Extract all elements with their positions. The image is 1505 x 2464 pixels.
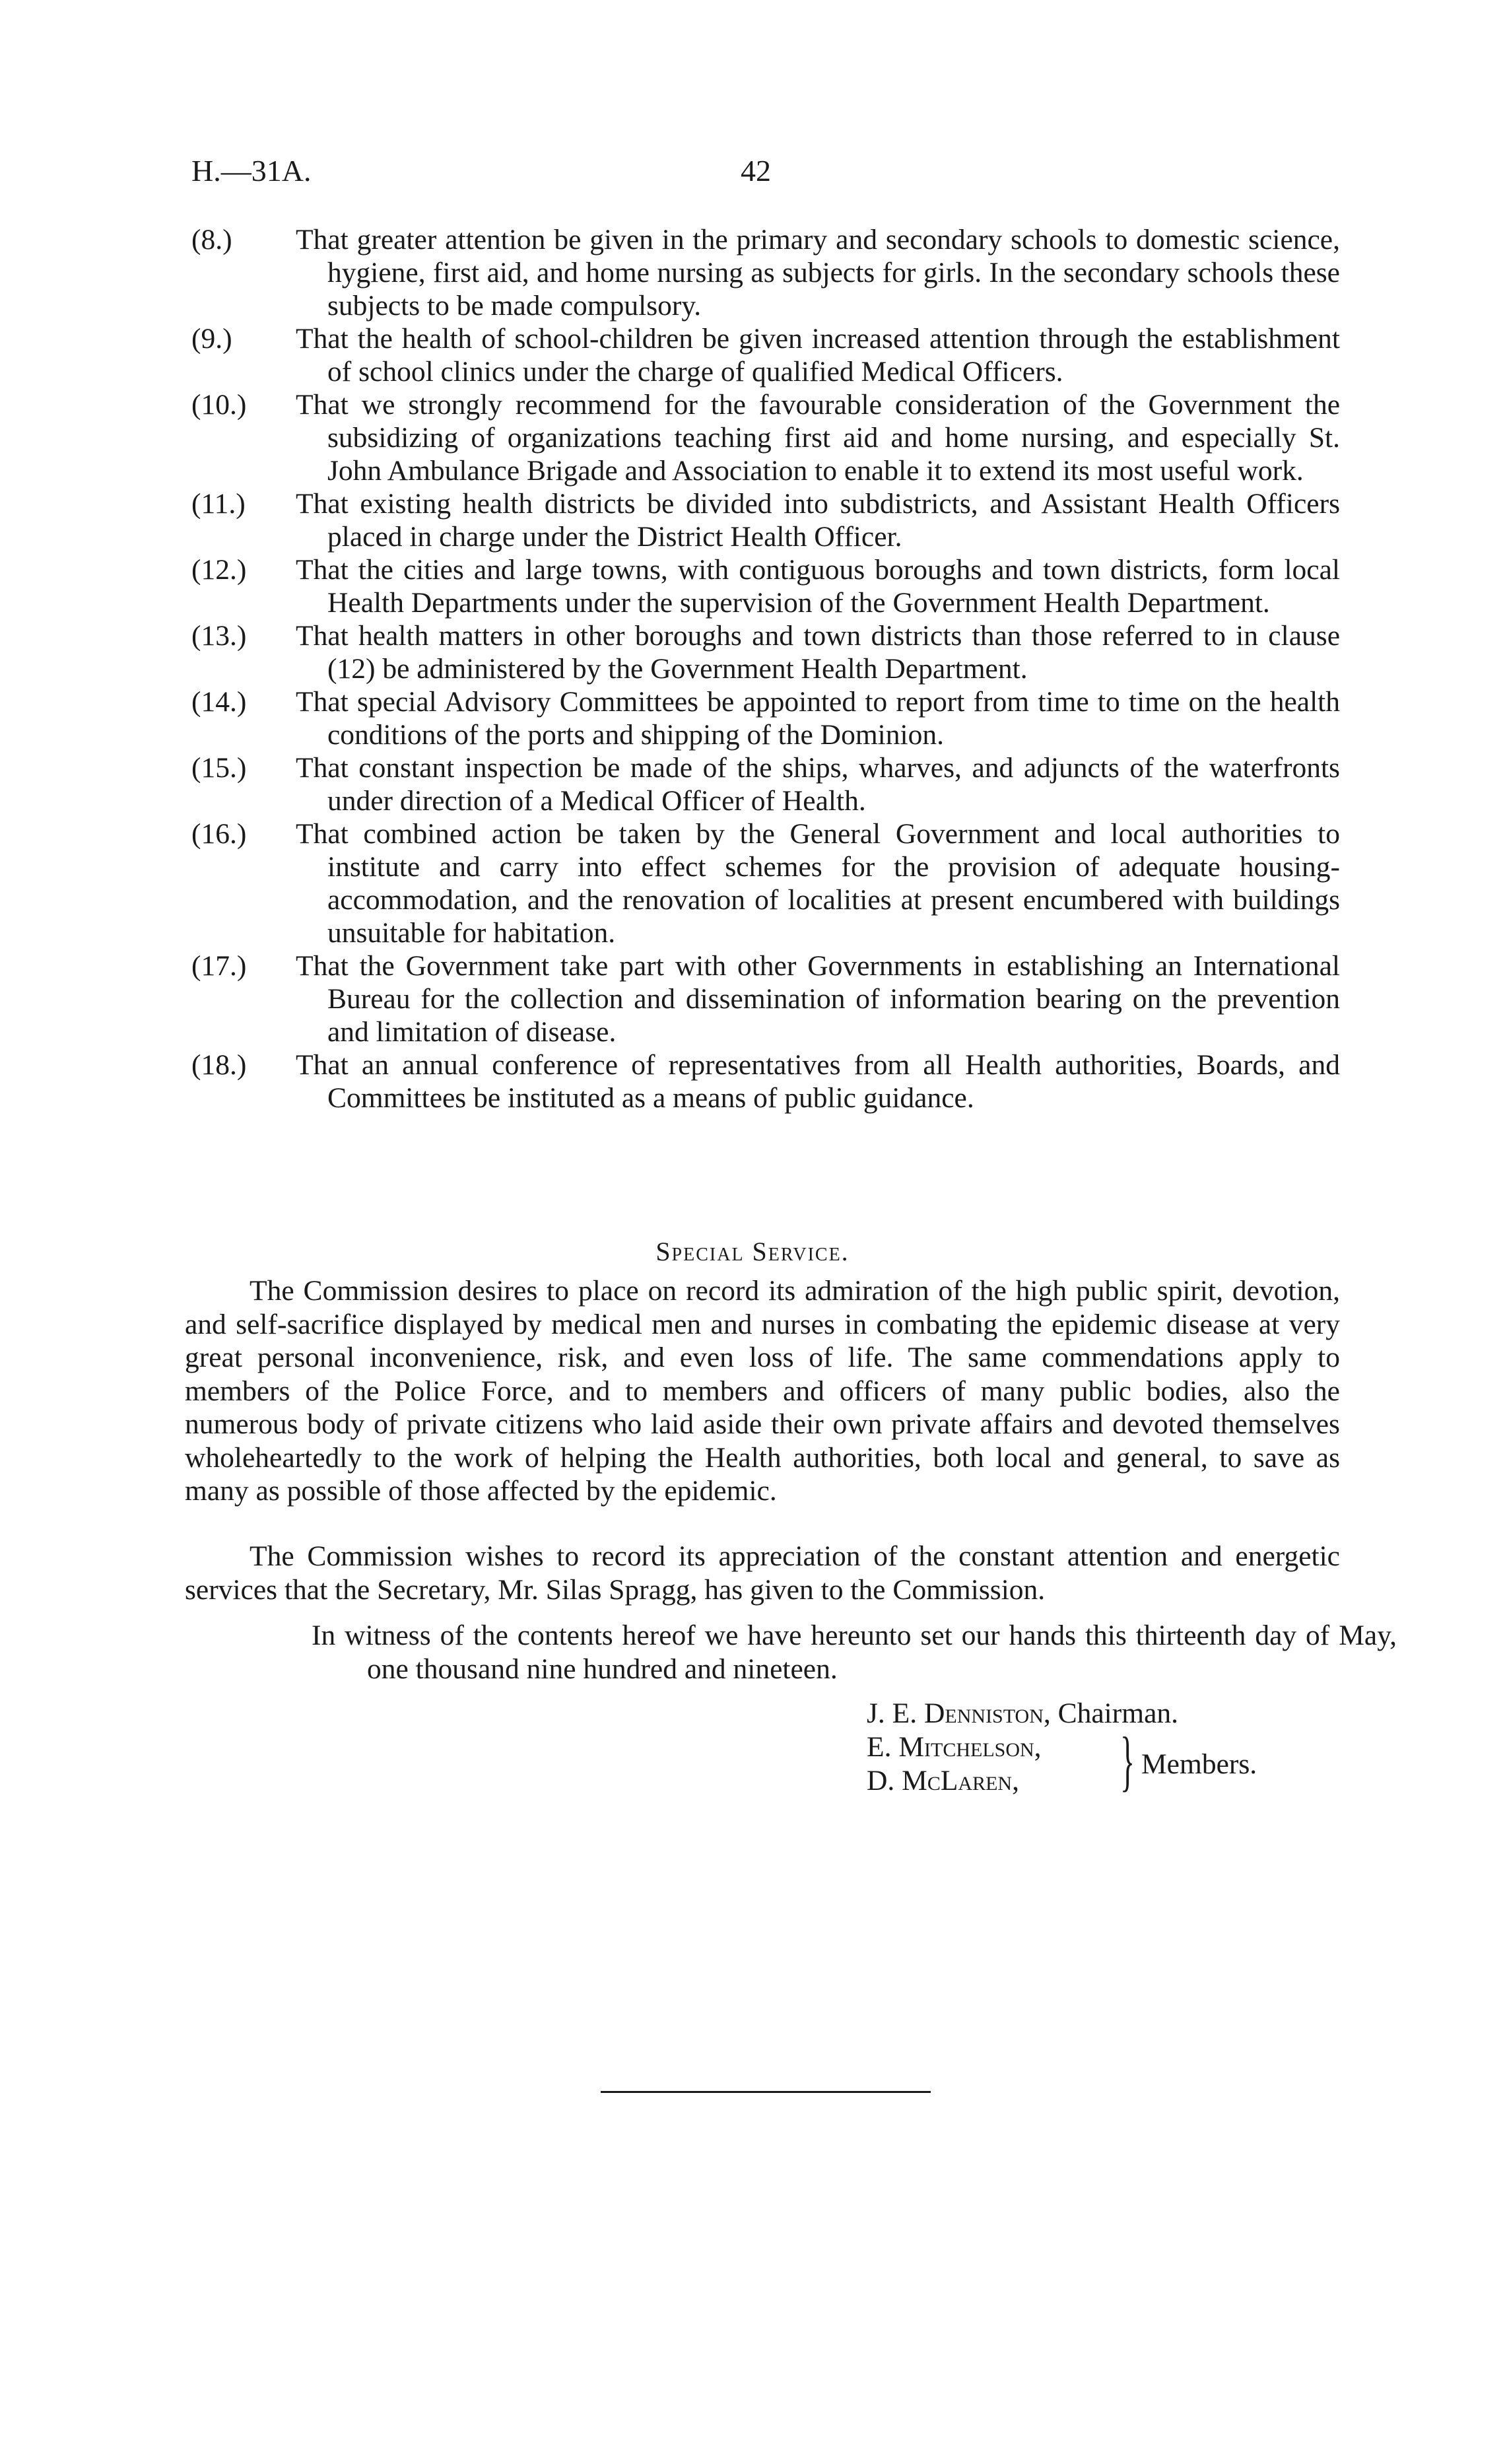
recommendation-16 [191, 817, 1340, 949]
section-title-special-service: Special Service. [655, 1237, 850, 1266]
members-group [867, 1724, 1342, 1798]
recommendation-text: That the Government take part with other Governments in establishing an International Bureau for the collection and dissemination of information bearing on the prevention and limitation of disease. [296, 950, 1340, 1048]
recommendation-text: That an annual conference of representatives from all Health authorities, Boards, and Committees be instituted as a means of public guidance. [296, 1049, 1340, 1114]
recommendation-number: (12.) [191, 554, 247, 586]
recommendation-number: (17.) [191, 950, 247, 982]
witness-statement: In witness of the contents hereof we have hereunto set our hands this thirteenth day of May, one thousand nine hundred and nineteen. [312, 1620, 1397, 1685]
secretary-appreciation-paragraph: The Commission wishes to record its appreciation of the constant attention and energetic services that the Secretary, Mr. Silas Spragg, has given to the Commission. [185, 1540, 1340, 1606]
brace-glyph: } [1120, 1724, 1135, 1798]
member-signature: E. Mitchelson, [867, 1731, 1042, 1763]
member-signature: D. McLaren, [867, 1765, 1019, 1797]
recommendations-list [191, 223, 1340, 1114]
recommendation-number: (8.) [191, 224, 232, 256]
recommendation-text: That greater attention be given in the primary and secondary schools to domestic science, hygiene, first aid, and home nursing as subjects for girls. In the secondary schools these subjects to be made compulsory. [296, 224, 1340, 322]
recommendation-10 [191, 388, 1340, 487]
recommendation-15 [191, 751, 1340, 817]
recommendation-14 [191, 685, 1340, 751]
recommendation-number: (16.) [191, 818, 247, 850]
recommendation-18 [191, 1048, 1340, 1114]
recommendation-text: That health matters in other boroughs and town districts than those referred to in clause (12) be administered by the Government Health Department. [296, 620, 1340, 685]
recommendation-number: (9.) [191, 323, 232, 355]
recommendation-13 [191, 619, 1340, 685]
chairman-role: Chairman. [1057, 1697, 1179, 1729]
horizontal-rule [601, 2091, 931, 2093]
recommendation-11 [191, 487, 1340, 553]
special-service-paragraph: The Commission desires to place on record its admiration of the high public spirit, devotion, and self-sacrifice displayed by medical men and nurses in combating the epidemic disease at very great personal inconvenience, risk, and even loss of life. The same commendations apply to members of the Police Force, and to members and officers of many public bodies, also the numerous body of private citizens who laid aside their own private affairs and devoted themselves wholeheartedly to the work of helping the Health authorities, both local and general, to save as many as possible of those affected by the epidemic. [185, 1275, 1340, 1507]
recommendation-text: That combined action be taken by the General Government and local authorities to institute and carry into effect schemes for the provision of adequate housing-accommodation, and the renovation of localities at present encumbered with buildings unsuitable for habitation. [296, 818, 1340, 949]
members-label: Members. [1141, 1748, 1257, 1780]
report-reference: H.—31A. [191, 154, 312, 188]
recommendation-number: (15.) [191, 752, 247, 784]
recommendation-number: (10.) [191, 389, 247, 421]
page-header [0, 153, 1505, 199]
recommendation-8 [191, 223, 1340, 322]
recommendation-17 [191, 949, 1340, 1048]
recommendation-text: That the health of school-children be given increased attention through the establishment of school clinics under the charge of qualified Medical Officers. [296, 323, 1340, 388]
recommendation-text: That constant inspection be made of the ships, wharves, and adjuncts of the waterfronts under direction of a Medical Officer of Health. [296, 752, 1340, 817]
chairman-signature [867, 1697, 1342, 1730]
recommendation-number: (14.) [191, 686, 247, 718]
recommendation-text: That existing health districts be divided into subdistricts, and Assistant Health Officers placed in charge under the District Health Officer. [296, 488, 1340, 553]
recommendation-9 [191, 322, 1340, 388]
recommendation-text: That the cities and large towns, with contiguous boroughs and town districts, form local Health Departments under the supervision of the Government Health Department. [296, 554, 1340, 619]
recommendation-12 [191, 553, 1340, 619]
recommendation-text: That we strongly recommend for the favourable consideration of the Government the subsidizing of organizations teaching first aid and home nursing, and especially St. John Ambulance Brigade and Association to enable it to extend its most useful work. [296, 389, 1340, 487]
signature-block [867, 1697, 1342, 1798]
recommendation-number: (13.) [191, 620, 247, 652]
page-number: 42 [741, 154, 771, 188]
recommendation-number: (11.) [191, 488, 246, 520]
recommendation-text: That special Advisory Committees be appointed to report from time to time on the health conditions of the ports and shipping of the Dominion. [296, 686, 1340, 751]
recommendation-number: (18.) [191, 1049, 247, 1081]
chairman-name: J. E. Denniston, [867, 1697, 1051, 1729]
